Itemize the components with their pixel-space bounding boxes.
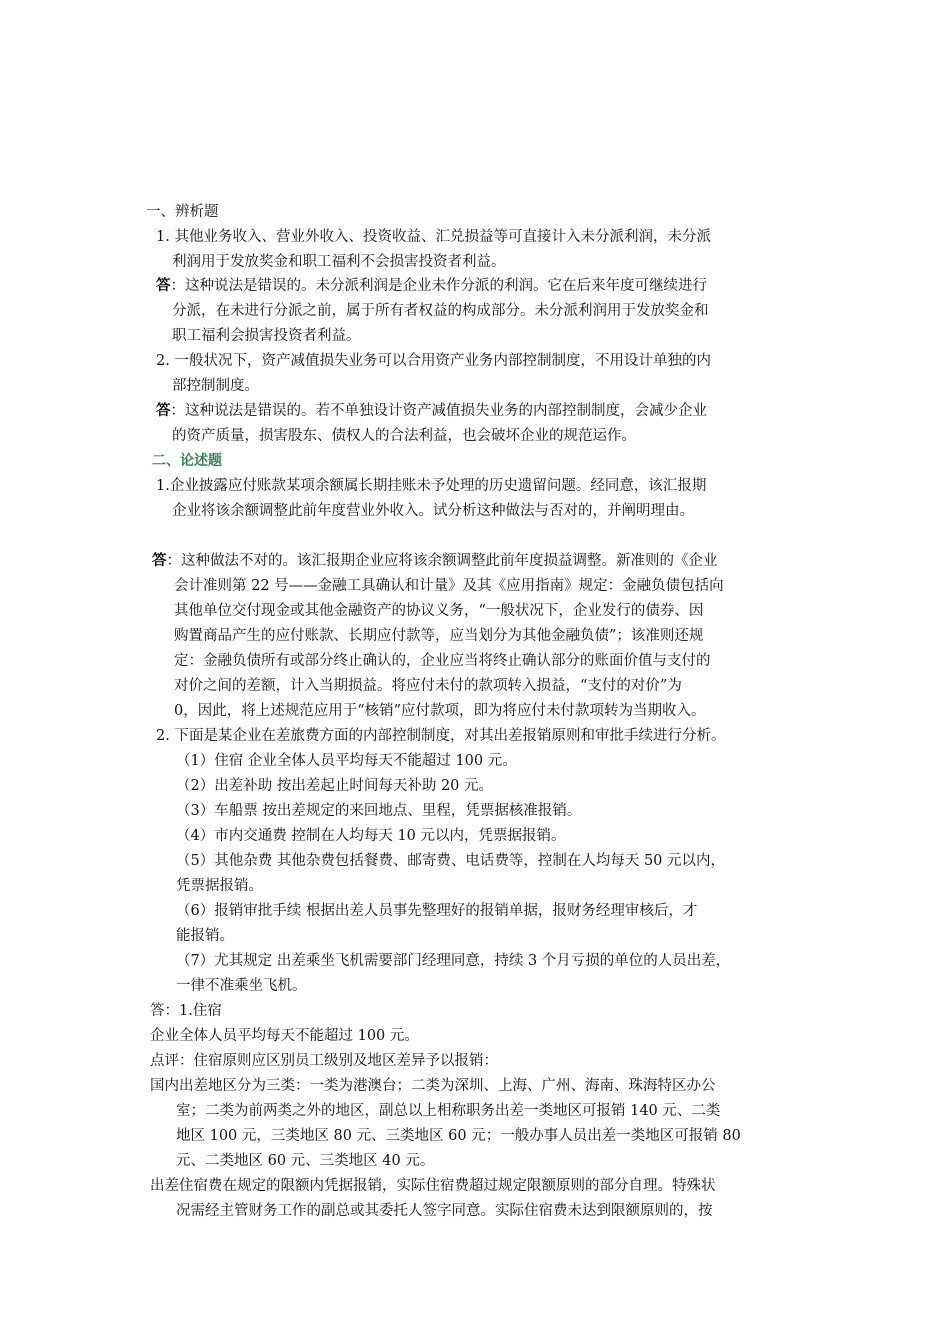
answer-3-line-4: 购置商品产生的应付账款、长期应付款等，应当划分为其他金融负债”；该准则还规 [174, 628, 704, 644]
answer-1-line-2: 分派，在未进行分派之前，属于所有者权益的构成部分。未分派利润用于发放奖金和 [172, 303, 709, 319]
answer-text: ：这种做法不对的。该汇报期企业应将该余额调整此前年度损益调整。新准则的《企业 [166, 553, 718, 569]
answer-label: 答 [156, 278, 171, 294]
question-1-line-1: 1. 其他业务收入、营业外收入、投资收益、汇兑损益等可直接计入未分派利润，未分派 [156, 229, 711, 245]
rule-6-line-2: 能报销。 [176, 928, 234, 944]
question-3-line-2: 企业将该余额调整此前年度营业外收入。试分析这种做法与否对的，并阐明理由。 [172, 503, 694, 519]
answer-4-line-1: 答：1.住宿 [150, 1003, 222, 1019]
answer-3-line-3: 其他单位交付现金或其他金融资产的协议义务，“一般状况下，企业发行的债券、因 [174, 603, 704, 619]
rule-5-line-2: 凭票据报销。 [176, 878, 263, 894]
rule-4: （4）市内交通费 控制在人均每天 10 元以内，凭票据报销。 [176, 828, 566, 844]
answer-4-line-4: 国内出差地区分为三类：一类为港澳台；二类为深圳、上海、广州、海南、珠海特区办公 [150, 1078, 716, 1094]
answer-2-line-2: 的资产质量，损害股东、债权人的合法利益，也会破坏企业的规范运作。 [172, 428, 636, 444]
answer-3-line-1 [152, 551, 718, 571]
answer-4-line-6: 地区 100 元，三类地区 80 元、三类地区 60 元；一般办事人员出差一类地区可报销 80 [176, 1128, 741, 1144]
rule-6-line-1: （6）报销审批手续 根据出差人员事先整理好的报销单据，报财务经理审核后，才 [176, 903, 698, 919]
rule-1: （1）住宿 企业全体人员平均每天不能超过 100 元。 [176, 753, 517, 769]
answer-label: 答 [152, 553, 167, 569]
section-title-2: 二、论述题 [152, 453, 222, 469]
answer-4-line-5: 室；二类为前两类之外的地区，副总以上相称职务出差一类地区可报销 140 元、二类 [176, 1103, 721, 1119]
rule-7-line-2: 一律不准乘坐飞机。 [176, 978, 307, 994]
answer-2-line-1 [156, 401, 707, 421]
question-4-line-1: 2. 下面是某企业在差旅费方面的内部控制制度，对其出差报销原则和审批手续进行分析。 [156, 728, 726, 744]
section-title-1: 一、辨析题 [146, 204, 219, 220]
question-2-line-2: 部控制制度。 [172, 378, 259, 394]
answer-text: ：这种说法是错误的。若不单独设计资产减值损失业务的内部控制制度，会减少企业 [170, 403, 707, 419]
answer-text: ：这种说法是错误的。未分派利润是企业未作分派的利润。它在后来年度可继续进行 [170, 278, 707, 294]
answer-4-line-7: 元、二类地区 60 元、三类地区 40 元。 [176, 1153, 435, 1169]
answer-1-line-3: 职工福利会损害投资者利益。 [172, 328, 361, 344]
answer-3-line-2: 会计准则第 22 号——金融工具确认和计量》及其《应用指南》规定：金融负债包括向 [174, 578, 724, 594]
answer-3-line-7: 0，因此，将上述规范应用于“核销”应付款项，即为将应付未付款项转为当期收入。 [174, 703, 706, 719]
rule-2: （2）出差补助 按出差起止时间每天补助 20 元。 [176, 778, 494, 794]
answer-4-line-2: 企业全体人员平均每天不能超过 100 元。 [150, 1028, 419, 1044]
answer-3-line-6: 对价之间的差额，计入当期损益。将应付未付的款项转入损益，“支付的对价”为 [174, 678, 682, 694]
question-1-line-2: 利润用于发放奖金和职工福利不会损害投资者利益。 [172, 254, 506, 270]
answer-4-line-9: 况需经主管财务工作的副总或其委托人签字同意。实际住宿费未达到限额原则的，按 [176, 1203, 713, 1219]
rule-3: （3）车船票 按出差规定的来回地点、里程，凭票据核准报销。 [176, 803, 582, 819]
answer-4-line-8: 出差住宿费在规定的限额内凭据报销，实际住宿费超过规定限额原则的部分自理。特殊状 [150, 1178, 716, 1194]
question-2-line-1: 2. 一般状况下，资产减值损失业务可以合用资产业务内部控制制度，不用设计单独的内 [156, 353, 711, 369]
answer-label: 答 [156, 403, 171, 419]
answer-4-line-3: 点评：住宿原则应区别员工级别及地区差异予以报销： [150, 1053, 498, 1069]
rule-5-line-1: （5）其他杂费 其他杂费包括餐费、邮寄费、电话费等，控制在人均每天 50 元以内， [176, 853, 726, 869]
rule-7-line-1: （7）尤其规定 出差乘坐飞机需要部门经理同意，持续 3 个月亏损的单位的人员出差， [176, 953, 731, 969]
answer-3-line-5: 定：金融负债所有或部分终止确认的，企业应当将终止确认部分的账面价值与支付的 [174, 653, 711, 669]
question-3-line-1: 1.企业披露应付账款某项余额属长期挂账未予处理的历史遗留问题。经同意，该汇报期 [156, 478, 707, 494]
answer-1-line-1 [156, 276, 707, 296]
